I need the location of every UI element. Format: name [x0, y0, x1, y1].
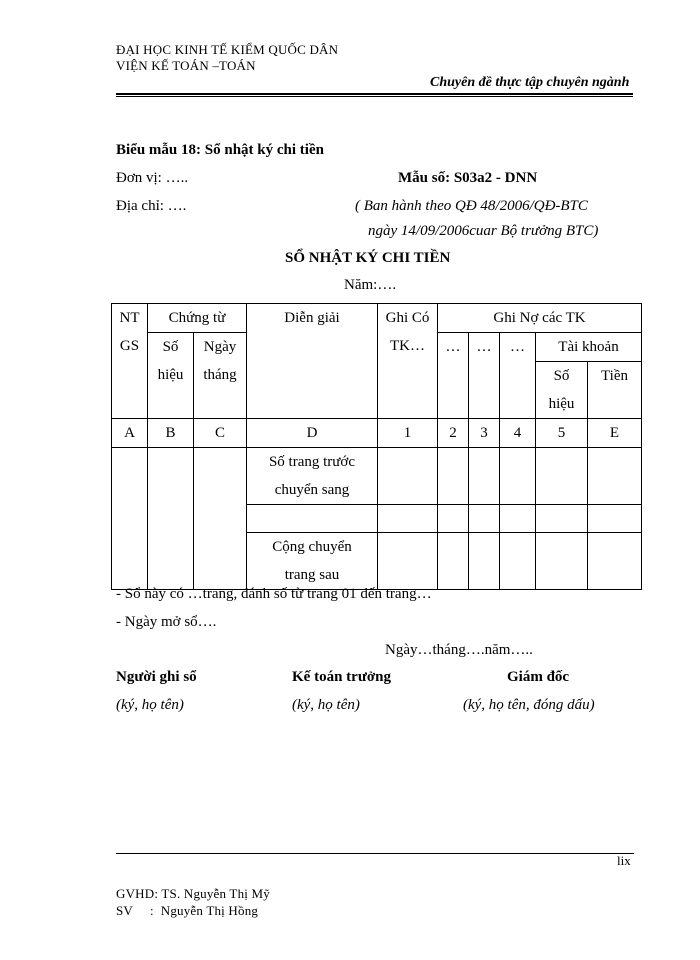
- code-cell: B: [148, 419, 194, 448]
- footer-rule: [116, 853, 634, 854]
- signature-role-chief-accountant: Kế toán trưởng: [292, 669, 391, 685]
- row-brought-forward: Số trang trước chuyển sang: [247, 448, 378, 505]
- header-ngay-thang: Ngày tháng: [194, 333, 247, 419]
- header-rule-thin: [116, 96, 633, 97]
- code-cell: E: [588, 419, 642, 448]
- note-opened: - Ngày mở sổ….: [116, 614, 217, 630]
- signature-note-chief-accountant: (ký, họ tên): [292, 697, 360, 713]
- header-dien-giai: Diễn giải: [247, 304, 378, 419]
- journal-table: [111, 303, 642, 590]
- table-row: [112, 448, 642, 505]
- header-ghi-no: Ghi Nợ các TK: [438, 304, 642, 333]
- signature-role-recorder: Người ghi sổ: [116, 669, 197, 685]
- header-ghi-co: Ghi Có TK…: [378, 304, 438, 419]
- form-label: Biểu mẫu 18: Sổ nhật ký chi tiền: [116, 142, 324, 158]
- report-title: Chuyên đề thực tập chuyên ngành: [430, 75, 630, 90]
- institute-name: VIỆN KẾ TOÁN –TOÁN: [116, 58, 256, 73]
- code-cell: 1: [378, 419, 438, 448]
- note-pages: - Sổ này có …trang, đánh số từ trang 01 đến trang…: [116, 586, 432, 602]
- form-number: Mẫu số: S03a2 - DNN: [398, 170, 538, 186]
- signature-note-director: (ký, họ tên, đóng dấu): [463, 697, 595, 713]
- header-rule: [116, 93, 633, 95]
- row-carried-forward: Cộng chuyển trang sau: [247, 533, 378, 590]
- unit-line: Đơn vị: …..: [116, 170, 189, 186]
- code-cell: D: [247, 419, 378, 448]
- code-cell: A: [112, 419, 148, 448]
- code-cell: 3: [469, 419, 500, 448]
- header-tk-so-hieu: Số hiệu: [536, 362, 588, 419]
- header-ntgs: NT GS: [112, 304, 148, 419]
- code-cell: 2: [438, 419, 469, 448]
- code-cell: C: [194, 419, 247, 448]
- supervisor-line: GVHD: TS. Nguyễn Thị Mỹ: [116, 886, 270, 901]
- note-date: Ngày…tháng….năm…..: [385, 642, 533, 658]
- code-cell: 5: [536, 419, 588, 448]
- decree-line-1: ( Ban hành theo QĐ 48/2006/QĐ-BTC: [355, 198, 588, 214]
- decree-line-2: ngày 14/09/2006cuar Bộ trưởng BTC): [368, 223, 599, 239]
- header-so-hieu: Số hiệu: [148, 333, 194, 419]
- code-cell: 4: [500, 419, 536, 448]
- header-dots-3: …: [500, 333, 536, 419]
- header-dots-2: …: [469, 333, 500, 419]
- address-line: Địa chỉ: ….: [116, 198, 187, 214]
- header-chung-tu: Chứng từ: [148, 304, 247, 333]
- year-line: Năm:….: [344, 277, 397, 293]
- page-number: lix: [617, 853, 631, 868]
- book-title: SỔ NHẬT KÝ CHI TIỀN: [285, 250, 451, 266]
- signature-role-director: Giám đốc: [507, 669, 570, 685]
- code-row: [112, 419, 642, 448]
- header-tai-khoan: Tài khoản: [536, 333, 642, 362]
- student-line: SV : Nguyễn Thị Hồng: [116, 903, 259, 918]
- header-tien: Tiền: [588, 362, 642, 419]
- header-dots-1: …: [438, 333, 469, 419]
- university-name: ĐẠI HỌC KINH TẾ KIỂM QUỐC DÂN: [116, 42, 339, 57]
- signature-note-recorder: (ký, họ tên): [116, 697, 184, 713]
